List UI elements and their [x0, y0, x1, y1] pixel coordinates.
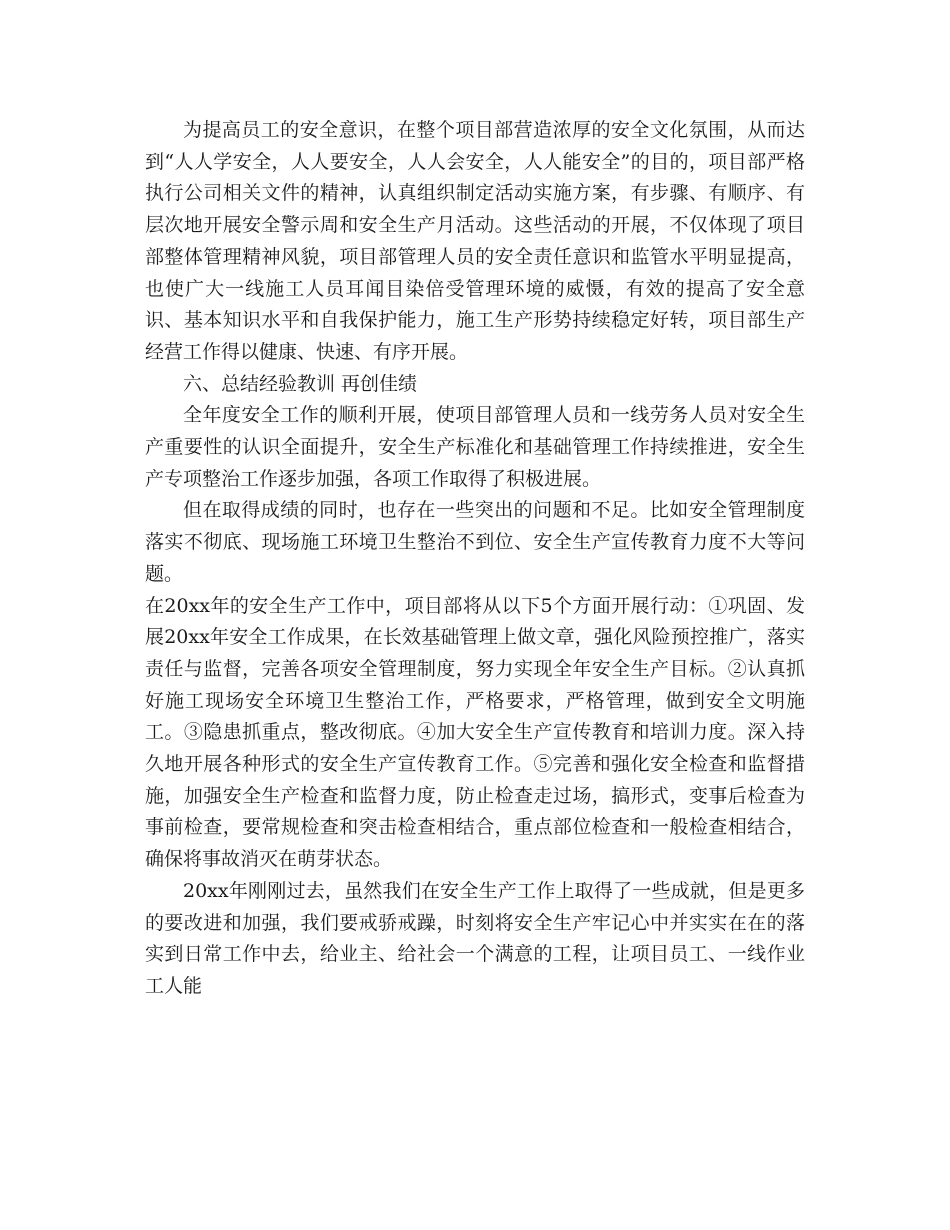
paragraph-action-plan: 在20xx年的安全生产工作中，项目部将从以下5个方面开展行动：①巩固、发展20xx年安全工作成果，在长效基础管理上做文章，强化风险预控推广，落实责任与监督，完善各项安全管理制度，努力实现全年安全生产目标。②认真抓好施工现场安全环境卫生整治工作，严格要求，严格管理，做到安全文明施工。③隐患抓重点，整改彻底。④加大安全生产宣传教育和培训力度。深入持久地开展各种形式的安全生产宣传教育工作。⑤完善和强化安全检查和监督措施，加强安全生产检查和监督力度，防止检查走过场，搞形式，变事后检查为事前检查，要常规检查和突击检查相结合，重点部位检查和一般检查相结合，确保将事故消灭在萌芽状态。	[145, 594, 805, 871]
document-body	[145, 115, 805, 1003]
paragraph-problems: 但在取得成绩的同时，也存在一些突出的问题和不足。比如安全管理制度落实不彻底、现场施工环境卫生整治不到位、安全生产宣传教育力度不大等问题。	[145, 499, 805, 585]
paragraph-safety-culture: 为提高员工的安全意识，在整个项目部营造浓厚的安全文化氛围，从而达到“人人学安全，人人要安全，人人会安全，人人能安全”的目的，项目部严格执行公司相关文件的精神，认真组织制定活动实施方案，有步骤、有顺序、有层次地开展安全警示周和安全生产月活动。这些活动的开展，不仅体现了项目部整体管理精神风貌，项目部管理人员的安全责任意识和监管水平明显提高，也使广大一线施工人员耳闻目染倍受管理环境的威慑，有效的提高了安全意识、基本知识水平和自我保护能力，施工生产形势持续稳定好转，项目部生产经营工作得以健康、快速、有序开展。	[145, 119, 805, 363]
section-heading-six: 六、总结经验教训 再创佳绩	[183, 372, 418, 395]
paragraph-annual-progress: 全年度安全工作的顺利开展，使项目部管理人员和一线劳务人员对安全生产重要性的认识全面提升，安全生产标准化和基础管理工作持续推进，安全生产专项整治工作逐步加强，各项工作取得了积极进展。	[145, 404, 805, 490]
paragraph-conclusion: 20xx年刚刚过去，虽然我们在安全生产工作上取得了一些成就，但是更多的要改进和加强，我们要戒骄戒躁，时刻将安全生产牢记心中并实实在在的落实到日常工作中去，给业主、给社会一个满意的工程，让项目员工、一线作业工人能	[145, 879, 805, 997]
